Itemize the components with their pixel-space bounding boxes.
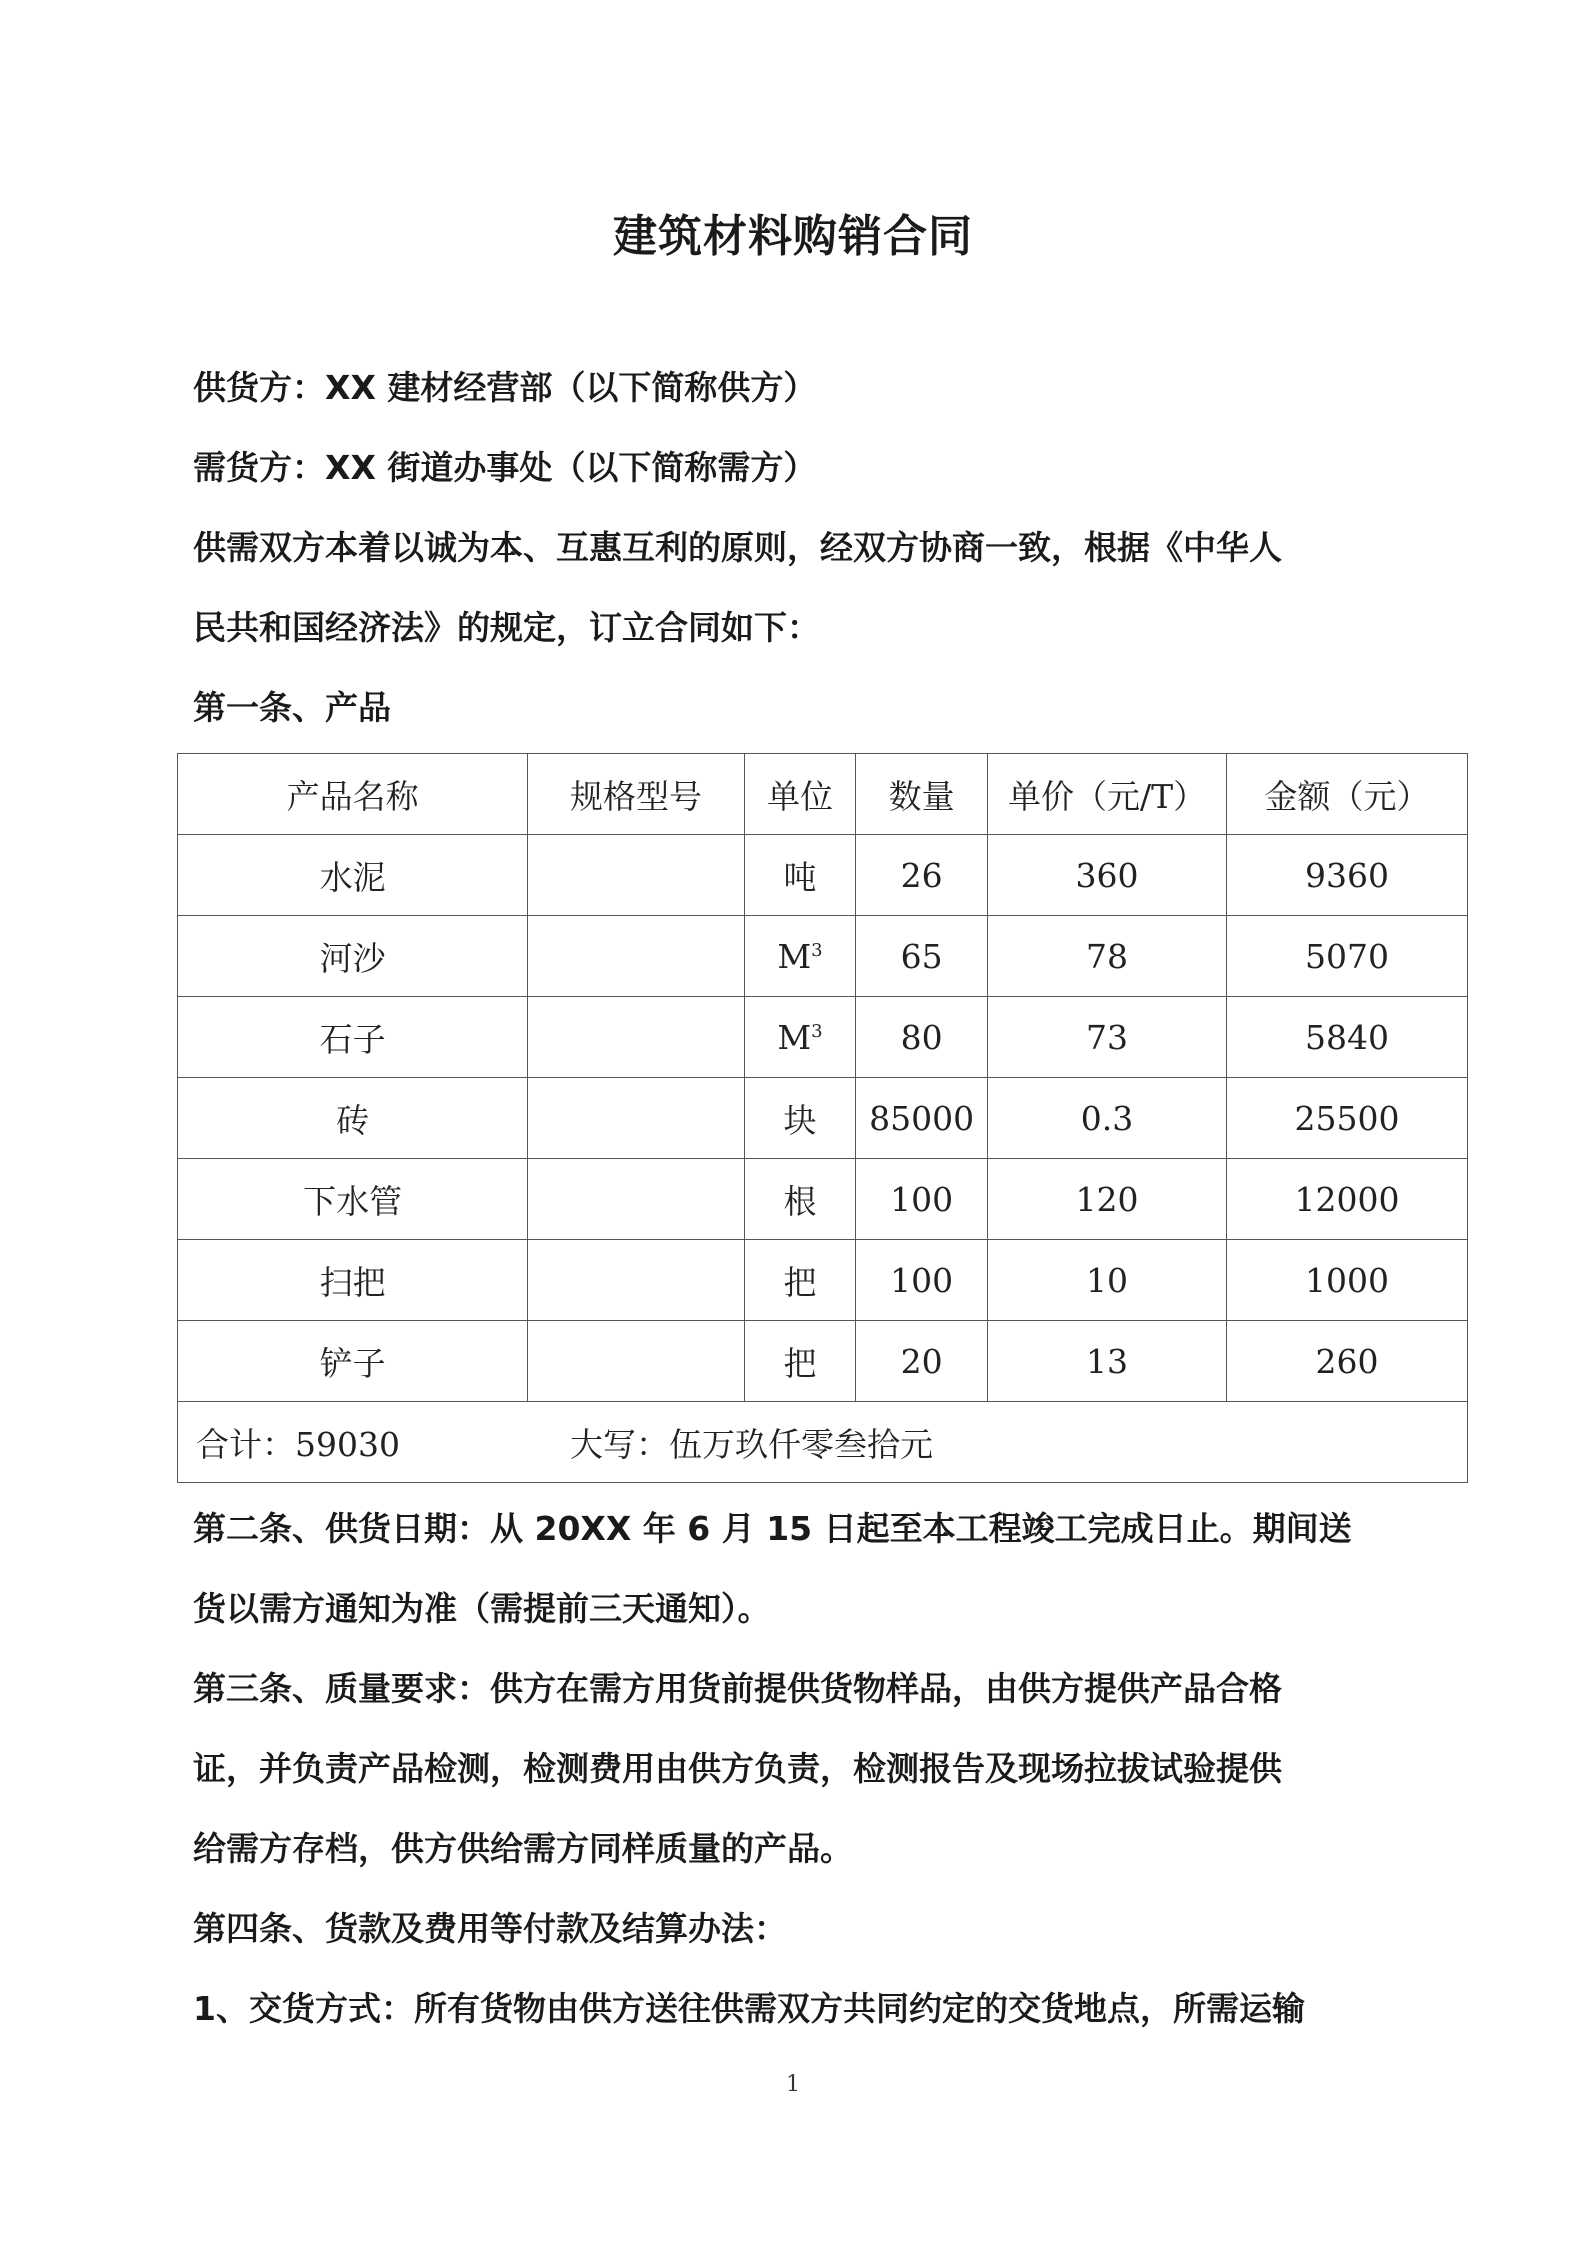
cell-product-name: 水泥: [178, 835, 528, 916]
unit-text: M: [777, 1017, 812, 1057]
cell-quantity: 100: [856, 1240, 988, 1321]
article-3-line-3: 给需方存档，供方供给需方同样质量的产品。: [193, 1829, 853, 1868]
cell-unit: [744, 835, 855, 916]
cell-spec: [528, 916, 744, 997]
intro-line-2: 民共和国经济法》的规定，订立合同如下：: [193, 608, 820, 647]
cell-unit-price: 360: [988, 835, 1227, 916]
document-title: 建筑材料购销合同: [613, 211, 973, 262]
unit-superscript: 3: [811, 939, 823, 961]
cell-amount: 1000: [1227, 1240, 1468, 1321]
cell-quantity: 20: [856, 1321, 988, 1402]
article-2-line-1: 第二条、供货日期：从 20XX 年 6 月 15 日起至本工程竣工完成日止。期间送: [193, 1509, 1352, 1548]
cell-amount: 12000: [1227, 1159, 1468, 1240]
cell-unit: [744, 997, 855, 1078]
total-cell: [178, 1402, 1468, 1483]
unit-text: 吨: [783, 857, 817, 897]
total-amount-in-words: 大写：伍万玖仟零叁拾元: [569, 1424, 933, 1464]
buyer-line: 需货方：XX 街道办事处（以下简称需方）: [193, 448, 817, 487]
cell-quantity: 80: [856, 997, 988, 1078]
cell-unit: [744, 1159, 855, 1240]
product-table: [177, 753, 1468, 1483]
cell-unit-price: 120: [988, 1159, 1227, 1240]
cell-spec: [528, 997, 744, 1078]
cell-amount: 25500: [1227, 1078, 1468, 1159]
clause-4-1: 1、交货方式：所有货物由供方送往供需双方共同约定的交货地点，所需运输: [193, 1989, 1305, 2028]
cell-product-name: 扫把: [178, 1240, 528, 1321]
table-row: [178, 1321, 1468, 1402]
article-3-line-1: 第三条、质量要求：供方在需方用货前提供货物样品，由供方提供产品合格: [193, 1669, 1282, 1708]
cell-spec: [528, 1078, 744, 1159]
cell-amount: 5070: [1227, 916, 1468, 997]
table-header-row: [178, 754, 1468, 835]
cell-quantity: 65: [856, 916, 988, 997]
cell-unit: [744, 1078, 855, 1159]
unit-text: 把: [783, 1343, 817, 1383]
cell-product-name: 下水管: [178, 1159, 528, 1240]
unit-text: M: [777, 936, 812, 976]
page-number: 1: [786, 2072, 800, 2097]
cell-unit: [744, 916, 855, 997]
unit-text: 把: [783, 1262, 817, 1302]
cell-spec: [528, 1240, 744, 1321]
table-row: [178, 997, 1468, 1078]
table-row: [178, 1078, 1468, 1159]
cell-unit-price: 13: [988, 1321, 1227, 1402]
article-2-line-2: 货以需方通知为准（需提前三天通知）。: [193, 1589, 771, 1628]
cell-amount: 260: [1227, 1321, 1468, 1402]
unit-text: 根: [783, 1181, 817, 1221]
table-row: [178, 835, 1468, 916]
table-row: [178, 916, 1468, 997]
header-amount: 金额（元）: [1227, 754, 1468, 835]
cell-unit-price: 10: [988, 1240, 1227, 1321]
table-total-row: [178, 1402, 1468, 1483]
total-amount: 合计：59030: [196, 1424, 400, 1464]
cell-unit-price: 73: [988, 997, 1227, 1078]
article-1-heading: 第一条、产品: [193, 688, 391, 727]
header-product-name: 产品名称: [178, 754, 528, 835]
unit-superscript: 3: [811, 1020, 823, 1042]
table-row: [178, 1240, 1468, 1321]
cell-product-name: 铲子: [178, 1321, 528, 1402]
cell-product-name: 石子: [178, 997, 528, 1078]
cell-quantity: 100: [856, 1159, 988, 1240]
intro-line-1: 供需双方本着以诚为本、互惠互利的原则，经双方协商一致，根据《中华人: [193, 528, 1282, 567]
cell-spec: [528, 1321, 744, 1402]
cell-quantity: 26: [856, 835, 988, 916]
cell-unit: [744, 1240, 855, 1321]
article-4-heading: 第四条、货款及费用等付款及结算办法：: [193, 1909, 787, 1948]
cell-spec: [528, 835, 744, 916]
header-unit-price: 单价（元/T）: [988, 754, 1227, 835]
cell-amount: 5840: [1227, 997, 1468, 1078]
cell-unit: [744, 1321, 855, 1402]
cell-product-name: 河沙: [178, 916, 528, 997]
cell-unit-price: 0.3: [988, 1078, 1227, 1159]
cell-unit-price: 78: [988, 916, 1227, 997]
header-quantity: 数量: [856, 754, 988, 835]
article-3-line-2: 证，并负责产品检测，检测费用由供方负责，检测报告及现场拉拔试验提供: [193, 1749, 1282, 1788]
cell-amount: 9360: [1227, 835, 1468, 916]
header-unit: 单位: [744, 754, 855, 835]
supplier-line: 供货方：XX 建材经营部（以下简称供方）: [193, 368, 817, 407]
cell-spec: [528, 1159, 744, 1240]
unit-text: 块: [783, 1100, 817, 1140]
table-row: [178, 1159, 1468, 1240]
cell-quantity: 85000: [856, 1078, 988, 1159]
cell-product-name: 砖: [178, 1078, 528, 1159]
header-spec: 规格型号: [528, 754, 744, 835]
